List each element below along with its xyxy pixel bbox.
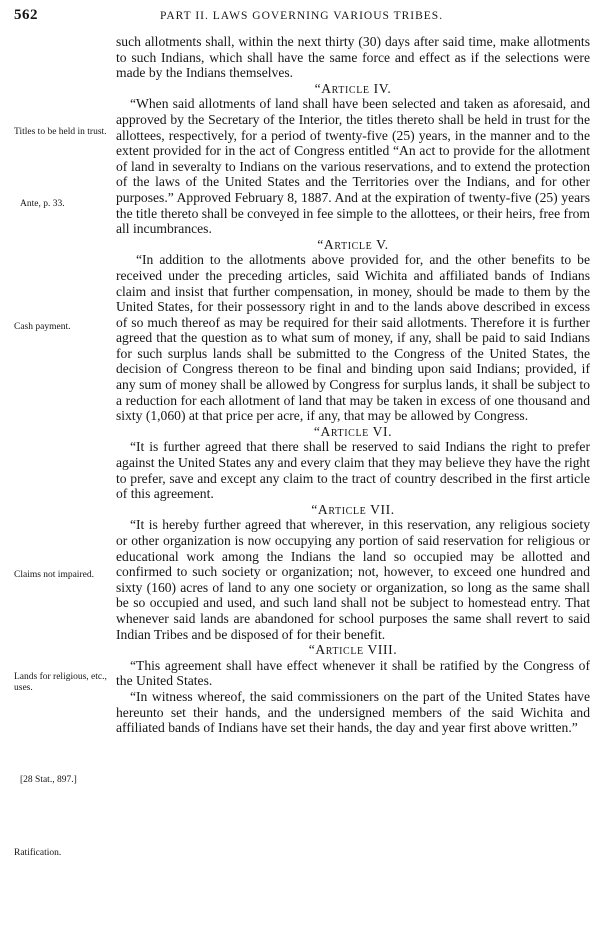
article-v-text: “In addition to the allotments above provided for, and the other benefits to be received under the preceding articles, said Wichita and affiliated bands of Indians claim and insist that further compensation, in money, should be made to them by the United States, for their possessory right in and to the lands above described in excess of so much thereof as may be required for their said allotments. Therefore it is further agreed that the question as to what sum of money, if any, shall be paid to said Indians for such surplus lands shall be submitted to the Congress of the United States, the decision of Congress thereon to be final and binding upon said Indians; provided, if any sum of money shall be allowed by Congress for surplus lands, it shall be subject to a reduction for each allotment of land that may be taken in excess of one thousand and sixty (1,060) at that price per acre, if any, that may be allowed by Congress. bbox=[116, 252, 590, 424]
article-v-heading: “Article V. bbox=[317, 236, 389, 252]
margin-note-titles-in-trust: Titles to be held in trust. bbox=[14, 127, 107, 137]
article-viii-heading: “Article VIII. bbox=[308, 642, 398, 658]
margin-note-ratification: Ratification. bbox=[14, 848, 62, 858]
article-vi-heading: “Article VI. bbox=[313, 423, 393, 439]
margin-note-ante: Ante, p. 33. bbox=[20, 199, 65, 209]
intro-paragraph: such allotments shall, within the next thirty (30) days after said time, make allotments to such Indians, which shall have the same force and effect as if the selections were made by the Indians themselves. bbox=[116, 34, 590, 81]
page-number: 562 bbox=[14, 7, 38, 23]
article-vii-text: “It is hereby further agreed that wherever, in this reservation, any religious society or other organization is now occupying any portion of said reservation for religious or educational work among the Indians the land so occupied may be allotted and confirmed to such society or organization; not, however, to exceed one hundred and sixty (160) acres of land to any one society or organization, so long as the same shall be so occupied and used, and such land shall not be subject to homestead entry. That whenever said lands are abandoned for school purposes the same shall revert to said Indian Tribes and be disposed of for their benefit. bbox=[116, 517, 590, 642]
article-vii-heading: “Article VII. bbox=[311, 501, 395, 517]
margin-note-claims-not-impaired: Claims not impaired. bbox=[14, 570, 94, 580]
witness-paragraph: “In witness whereof, the said commissioners on the part of the United States have hereunto set their hands, and the undersigned members of the said Wichita and affiliated bands of Indians have set their hands, the day and year first above written.” bbox=[116, 688, 590, 736]
running-head: PART II. LAWS GOVERNING VARIOUS TRIBES. bbox=[160, 10, 444, 22]
article-viii-text: “This agreement shall have effect whenever it shall be ratified by the Congress of the United States. bbox=[116, 657, 590, 689]
page-body bbox=[116, 34, 590, 736]
article-iv-heading: “Article IV. bbox=[314, 80, 392, 96]
article-iv-text: “When said allotments of land shall have been selected and taken as aforesaid, and approved by the Secretary of the Interior, the titles thereto shall be held in trust for the allottees, respectively, for a period of twenty-five (25) years, in the manner and to the extent provided for in the act of Congress entitled “An act to provide for the allotment of land in severalty to Indians on the various reservations, and to extend the protection of the laws of the United States and the Territories over the Indians, and for other purposes.” Approved February 8, 1887. And at the expiration of twenty-five (25) years the title thereto shall be conveyed in fee simple to the allottees, or their heirs, free from all incumbrances. bbox=[116, 96, 590, 237]
margin-note-cash-payment: Cash payment. bbox=[14, 322, 71, 332]
margin-note-stat-ref: [28 Stat., 897.] bbox=[20, 775, 77, 785]
article-vi-text: “It is further agreed that there shall be reserved to said Indians the right to prefer against the United States any and every claim that they may believe they have the right to prefer, save and except any claim to the tract of country described in the first article of this agreement. bbox=[116, 439, 590, 502]
margin-note-lands-religious: Lands for religious, etc., uses. bbox=[14, 672, 107, 693]
